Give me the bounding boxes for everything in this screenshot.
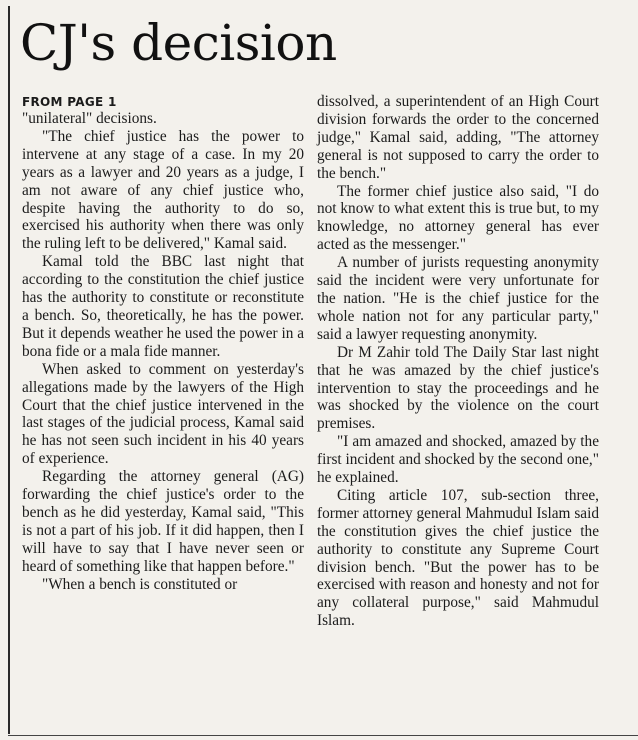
paragraph: "unilateral" decisions. [22, 110, 157, 127]
column-rule [8, 6, 10, 734]
paragraph: When asked to comment on yesterday's allegations made by the lawyers of the High Court that the chief justice intervened in the last stages of the judicial process, Kamal said he has not seen such incident in his 40 years of experience. [22, 360, 304, 468]
paragraph: Dr M Zahir told The Daily Star last night that he was amazed by the chief justice's intervention to stay the proceedings and he was shocked by the violence on the court premises. [317, 343, 599, 433]
continuation-kicker: FROM PAGE 1 [22, 95, 117, 109]
paragraph: dissolved, a superintendent of an High Court division forwards the order to the concerned judge," Kamal said, adding, "The attorney general is not supposed to carry the order to the bench." [317, 93, 599, 182]
paragraph: Kamal told the BBC last night that according to the constitution the chief justice has the authority to constitute or reconstitute a bench. So, theoretically, he has the power. But it depends weather he used the power in a bona fide or a mala fide manner. [22, 253, 304, 360]
paragraph: "The chief justice has the power to intervene at any stage of a case. In my 20 years as a lawyer and 20 years as a judge, I am not aware of any chief justice who, despite having the authority to do so, exercised his authority when there was only the ruling left to be delivered," Kamal said. [22, 127, 304, 253]
left-column [22, 95, 304, 593]
bottom-rule [8, 735, 638, 736]
paragraph: Citing article 107, sub-section three, former attorney general Mahmudul Islam said the constitution gives the chief justice the authority to constitute any Supreme Court division bench. "But the power has to be exercised with reason and honesty and not for any collateral purpose," said Mahmudul Islam. [317, 486, 599, 630]
headline: CJ's decision [20, 14, 337, 72]
paragraph: The former chief justice also said, "I do not know to what extent this is true but, to my knowledge, no attorney general has ever acted as the messenger." [317, 182, 599, 254]
paragraph: A number of jurists requesting anonymity said the incident were very unfortunate for the nation. "He is the chief justice for the whole nation not for any particular party," said a lawyer requesting anonymity. [317, 254, 599, 343]
paragraph: "I am amazed and shocked, amazed by the first incident and shocked by the second one," he explained. [317, 433, 599, 487]
paragraph: Regarding the attorney general (AG) forwarding the chief justice's order to the bench as he did yesterday, Kamal said, "This is not a part of his job. If it did happen, then I will have to say that I have never seen or heard of something like that happen before." [22, 468, 304, 575]
paragraph: "When a bench is constituted or [42, 575, 238, 593]
right-column [317, 93, 599, 630]
